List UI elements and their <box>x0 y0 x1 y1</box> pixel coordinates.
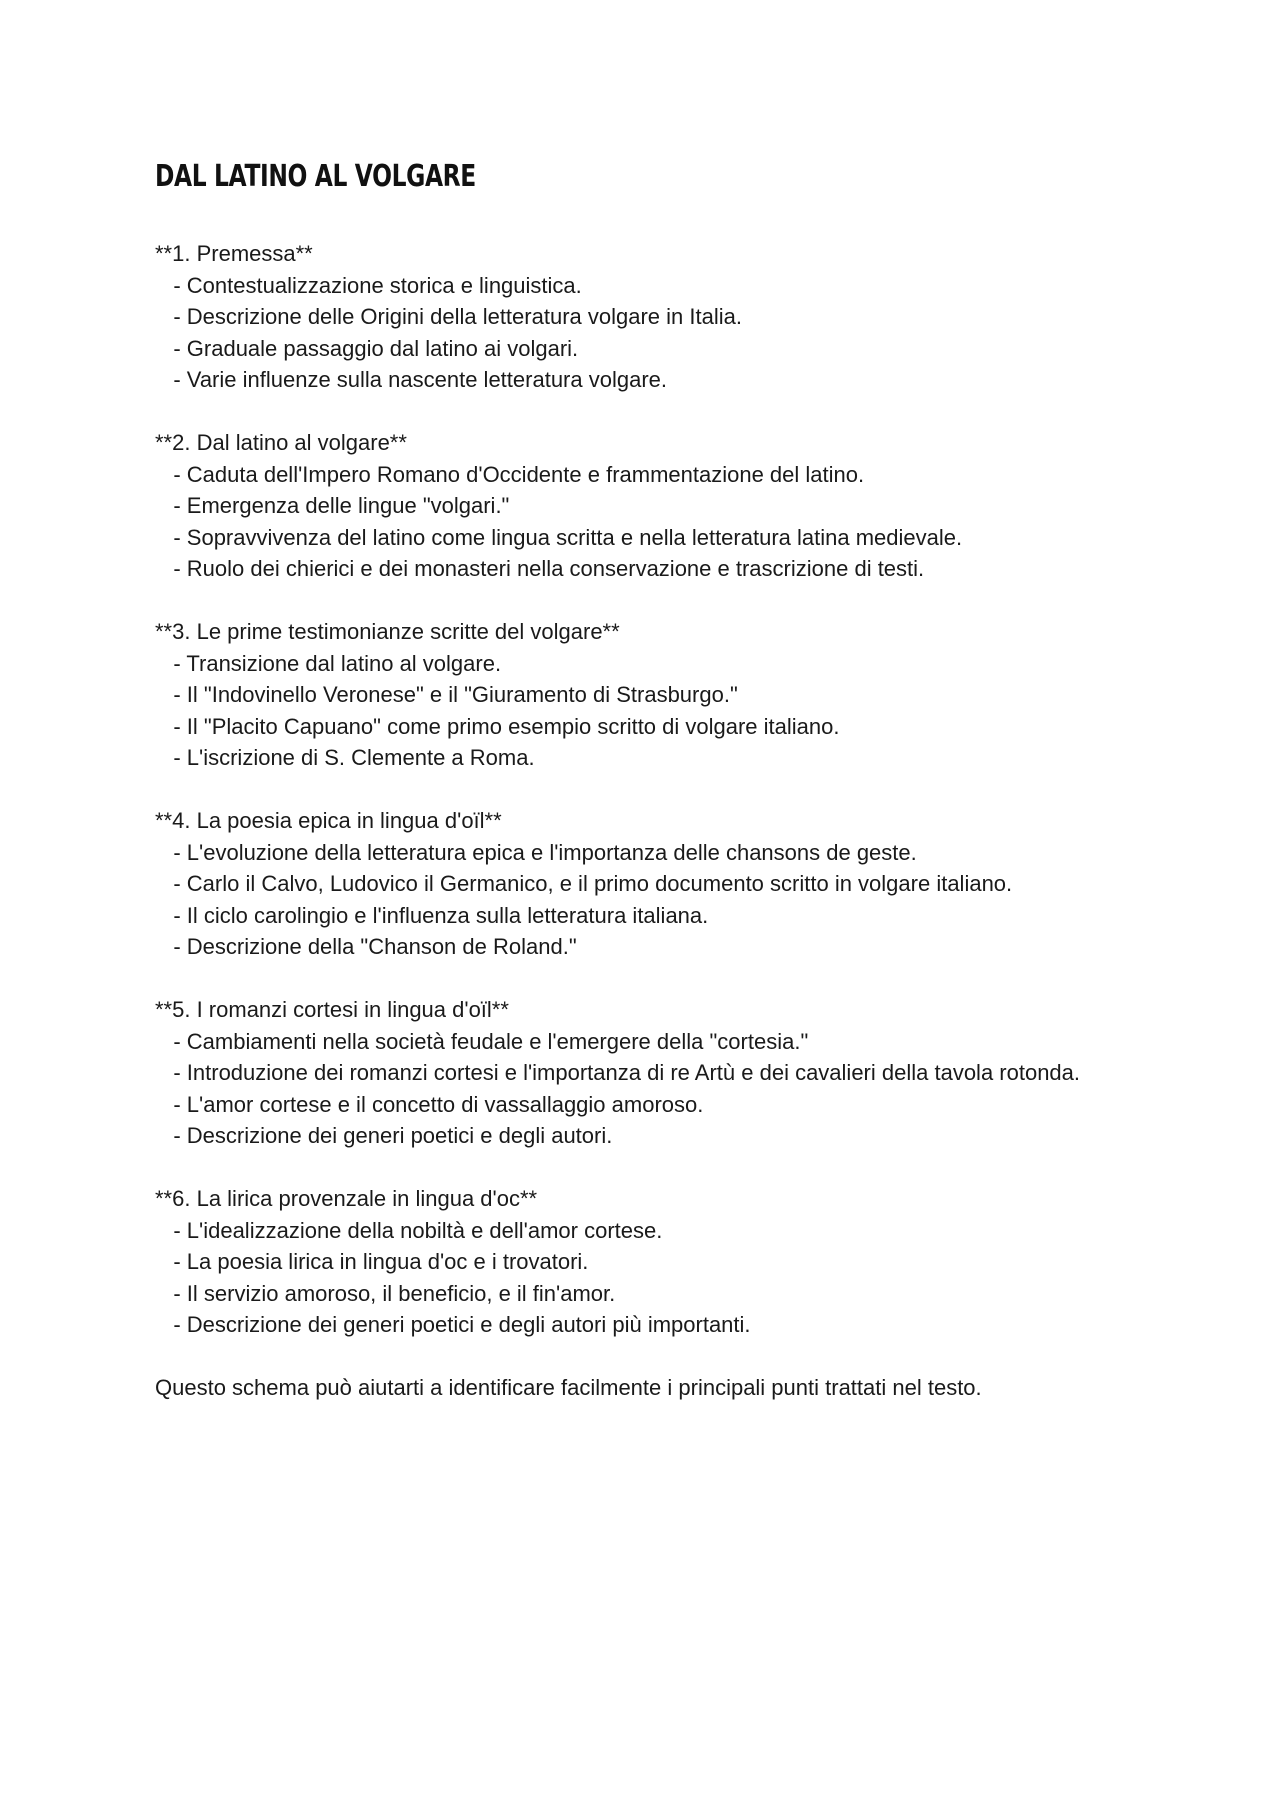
bullet-list <box>155 837 1155 963</box>
section-heading: **4. La poesia epica in lingua d'oïl** <box>155 808 502 833</box>
bullet-item: - Transizione dal latino al volgare. <box>155 650 502 676</box>
bullet-item: - Contestualizzazione storica e linguistica. <box>155 272 582 298</box>
bullet-item: - Carlo il Calvo, Ludovico il Germanico, e il primo documento scritto in volgare italiano. <box>155 871 1013 896</box>
bullet-item: - L'evoluzione della letteratura epica e l'importanza delle chansons de geste. <box>155 839 917 865</box>
bullet-list <box>155 270 1155 396</box>
outline-section <box>155 1183 1155 1341</box>
bullet-item: - Emergenza delle lingue "volgari." <box>155 493 510 518</box>
bullet-item: - La poesia lirica in lingua d'oc e i trovatori. <box>155 1249 589 1274</box>
bullet-item: - Graduale passaggio dal latino ai volgari. <box>155 335 579 361</box>
outline-section <box>155 805 1155 963</box>
bullet-item: - Descrizione dei generi poetici e degli autori più importanti. <box>155 1312 751 1337</box>
bullet-item: - Descrizione delle Origini della letteratura volgare in Italia. <box>155 304 742 329</box>
bullet-item: - Il servizio amoroso, il beneficio, e il fin'amor. <box>155 1280 616 1306</box>
bullet-item: - Varie influenze sulla nascente letteratura volgare. <box>155 367 667 392</box>
outline-section <box>155 616 1155 774</box>
section-heading: **5. I romanzi cortesi in lingua d'oïl** <box>155 997 509 1022</box>
sections-container <box>155 238 1155 1341</box>
document-title: DAL LATINO AL VOLGARE <box>155 159 476 194</box>
bullet-item: - Cambiamenti nella società feudale e l'emergere della "cortesia." <box>155 1028 809 1054</box>
bullet-item: - Introduzione dei romanzi cortesi e l'importanza di re Artù e dei cavalieri della tavola rotonda. <box>155 1060 1081 1085</box>
section-heading: **1. Premessa** <box>155 241 313 266</box>
closing-paragraph: Questo schema può aiutarti a identificare facilmente i principali punti trattati nel testo. <box>155 1375 982 1400</box>
document-body <box>155 238 1155 1404</box>
bullet-item: - L'amor cortese e il concetto di vassallaggio amoroso. <box>155 1091 704 1117</box>
bullet-list <box>155 648 1155 774</box>
bullet-item: - Sopravvivenza del latino come lingua scritta e nella letteratura latina medievale. <box>155 524 963 550</box>
bullet-item: - L'idealizzazione della nobiltà e dell'amor cortese. <box>155 1217 663 1243</box>
bullet-list <box>155 1215 1155 1341</box>
bullet-item: - Caduta dell'Impero Romano d'Occidente e frammentazione del latino. <box>155 461 865 487</box>
section-heading: **2. Dal latino al volgare** <box>155 430 407 455</box>
bullet-item: - Ruolo dei chierici e dei monasteri nella conservazione e trascrizione di testi. <box>155 556 925 581</box>
bullet-item: - Il "Indovinello Veronese" e il "Giuramento di Strasburgo." <box>155 682 738 707</box>
outline-section <box>155 427 1155 585</box>
bullet-list <box>155 459 1155 585</box>
bullet-item: - Descrizione dei generi poetici e degli autori. <box>155 1123 613 1148</box>
bullet-item: - L'iscrizione di S. Clemente a Roma. <box>155 745 535 770</box>
outline-section <box>155 994 1155 1152</box>
outline-section <box>155 238 1155 396</box>
bullet-list <box>155 1026 1155 1152</box>
section-heading: **3. Le prime testimonianze scritte del volgare** <box>155 619 620 644</box>
bullet-item: - Il ciclo carolingio e l'influenza sulla letteratura italiana. <box>155 902 709 928</box>
bullet-item: - Il "Placito Capuano" come primo esempio scritto di volgare italiano. <box>155 713 840 739</box>
bullet-item: - Descrizione della "Chanson de Roland." <box>155 934 577 959</box>
section-heading: **6. La lirica provenzale in lingua d'oc** <box>155 1186 538 1211</box>
